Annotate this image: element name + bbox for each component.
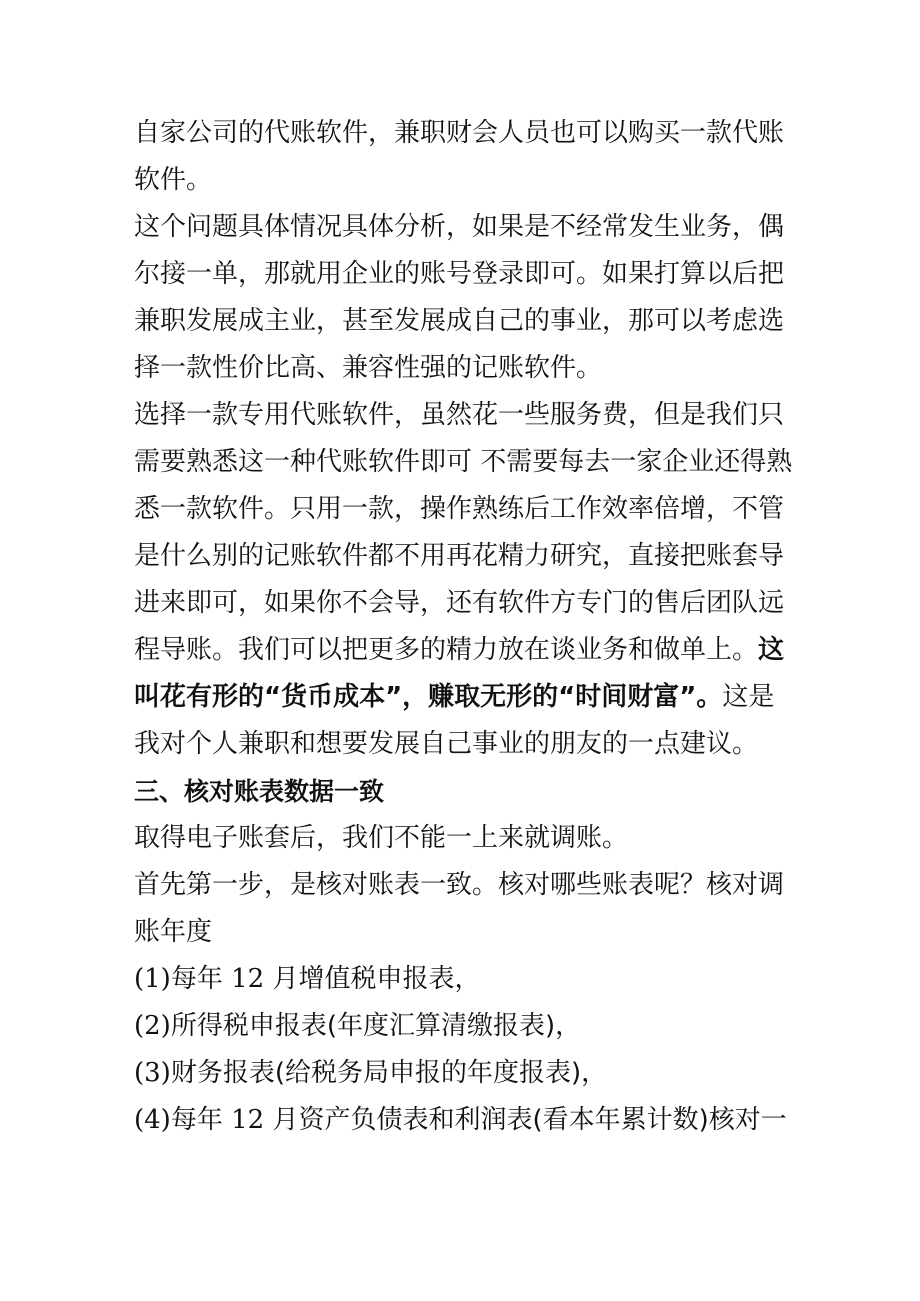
paragraph-text: 这是我对个人兼职和想要发展自己事业的朋友的一点建议。: [134, 682, 775, 759]
paragraph-recommendation: [134, 392, 794, 768]
list-text: 所得税申报表(年度汇算清缴报表)，: [170, 1011, 582, 1041]
month-number: 12: [231, 964, 265, 994]
list-number: (2): [134, 1011, 171, 1041]
list-number: (3): [134, 1058, 171, 1088]
paragraph-text: 首先第一步，是核对账表一致。核对哪些账表呢？核对调账年度: [134, 870, 785, 947]
paragraph-software-purchase: [134, 110, 794, 204]
paragraph-text: 取得电子账套后，我们不能一上来就调账。: [134, 823, 629, 853]
paragraph-case-analysis: [134, 204, 794, 392]
list-item: [134, 1097, 794, 1144]
paragraph-text: 这个问题具体情况具体分析，如果是不经常发生业务，偶尔接一单，那就用企业的账号登录即可。如果打算以后把兼职发展成主业，甚至发展成自己的事业，那可以考虑选择一款性价比高、兼容性强的记账软件。: [134, 212, 785, 383]
paragraph-text: 选择一款专用代账软件，虽然花一些服务费，但是我们只需要熟悉这一种代账软件即可 不需要每去一家企业还得熟悉一款软件。只用一款，操作熟练后工作效率倍增，不管是什么别的记账软件都不用再花精力研究，直接把账套导进来即可，如果你不会导，还有软件方专门的售后团队远程导账。我们可以把更多的精力放在谈业务和做单上。: [134, 400, 793, 665]
section-heading: 三、核对账表数据一致: [134, 777, 385, 806]
list-number: (4): [134, 1105, 171, 1135]
list-text: 月资产负债表和利润表(看本年累计数)核对一: [272, 1105, 787, 1135]
paragraph-text: 自家公司的代账软件，兼职财会人员也可以购买一款代账软件。: [134, 118, 785, 195]
paragraph-no-immediate-adjustment: [134, 815, 794, 862]
list-text: 每年: [170, 964, 223, 994]
list-item: [134, 1003, 794, 1050]
emphasis-text: 这叫花有形的“货币成本”，赚取无形的“时间财富”。: [134, 635, 785, 712]
month-number: 12: [231, 1105, 265, 1135]
list-item: [134, 1050, 794, 1097]
list-text: 财务报表(给税务局申报的年度报表)，: [170, 1058, 608, 1088]
paragraph-first-step: [134, 862, 794, 956]
document-body: [134, 110, 794, 1144]
list-number: (1): [134, 964, 171, 994]
list-text: 每年: [170, 1105, 223, 1135]
list-text: 月增值税申报表，: [272, 964, 481, 994]
list-item: [134, 956, 794, 1003]
